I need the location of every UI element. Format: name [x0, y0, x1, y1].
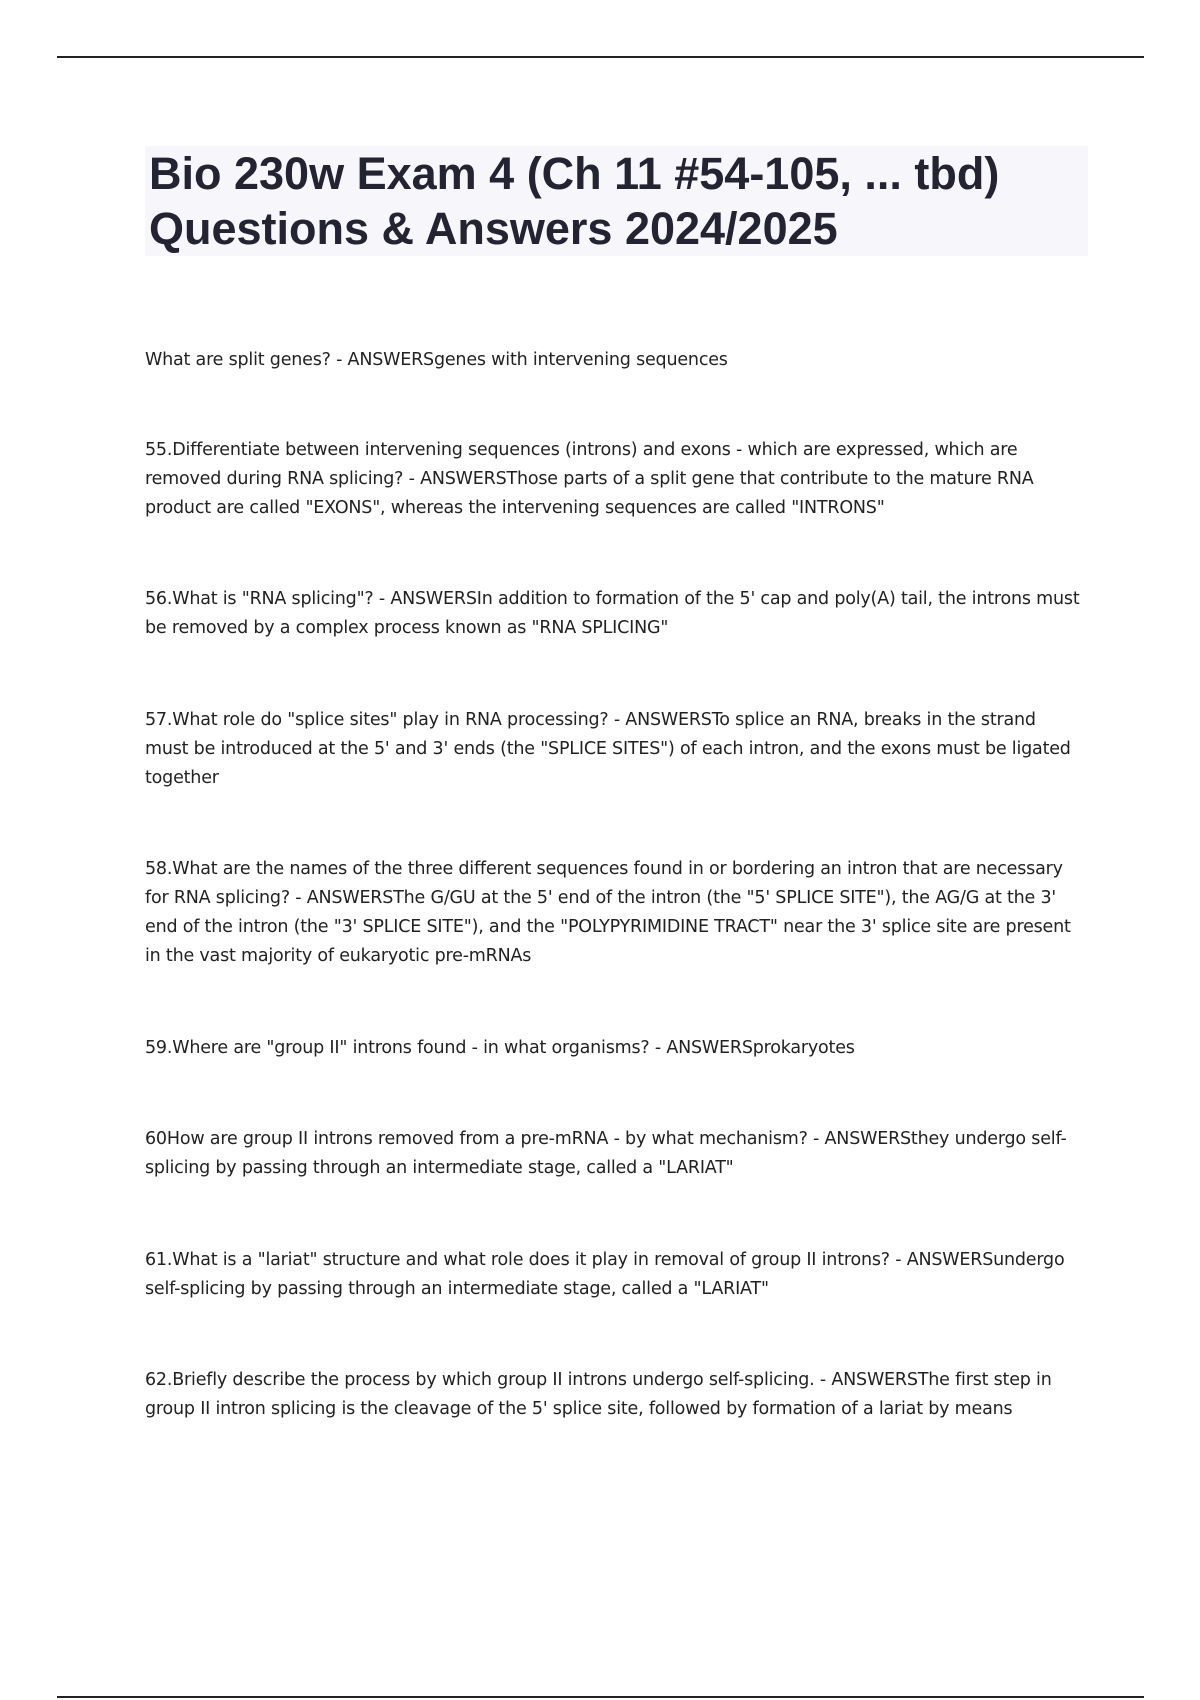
header-rule [57, 56, 1144, 58]
document-title [145, 146, 1088, 256]
qa-item-56: 56.What is "RNA splicing"? - ANSWERSIn addition to formation of the 5' cap and poly(A) tail, the introns must be removed by a complex process known as "RNA SPLICING" [145, 589, 1080, 638]
title-line-2: Questions & Answers 2024/2025 [149, 203, 838, 254]
title-line-1: Bio 230w Exam 4 (Ch 11 #54-105, ... tbd) [149, 148, 1000, 199]
qa-item-54: What are split genes? - ANSWERSgenes with intervening sequences [145, 350, 728, 370]
footer-rule [57, 1696, 1144, 1698]
qa-item-57: 57.What role do "splice sites" play in RNA processing? - ANSWERSTo splice an RNA, breaks in the strand must be introduced at the 5' and 3' ends (the "SPLICE SITES") of each intron, and the exons must be ligated together [145, 710, 1071, 788]
qa-item-62: 62.Briefly describe the process by which group II introns undergo self-splicing. - ANSWERSThe first step in group II intron splicing is the cleavage of the 5' splice site, followed by formation of a lariat by means [145, 1370, 1052, 1419]
qa-item-55: 55.Differentiate between intervening sequences (introns) and exons - which are expressed, which are removed during RNA splicing? - ANSWERSThose parts of a split gene that contribute to the mature RNA product are called "EXONS", whereas the intervening sequences are called "INTRONS" [145, 440, 1034, 518]
qa-item-59: 59.Where are "group II" introns found - in what organisms? - ANSWERSprokaryotes [145, 1038, 855, 1058]
qa-item-61: 61.What is a "lariat" structure and what role does it play in removal of group II introns? - ANSWERSundergo self-splicing by passing through an intermediate stage, called a "LARIAT" [145, 1250, 1065, 1299]
qa-item-60: 60How are group II introns removed from a pre-mRNA - by what mechanism? - ANSWERSthey undergo self-splicing by passing through an intermediate stage, called a "LARIAT" [145, 1129, 1067, 1178]
qa-item-58: 58.What are the names of the three different sequences found in or bordering an intron that are necessary for RNA splicing? - ANSWERSThe G/GU at the 5' end of the intron (the "5' SPLICE SITE"), the AG/G at the 3' end of the intron (the "3' SPLICE SITE"), and the "POLYPYRIMIDINE TRACT" near the 3' splice site are present in the vast majority of eukaryotic pre-mRNAs [145, 859, 1071, 966]
